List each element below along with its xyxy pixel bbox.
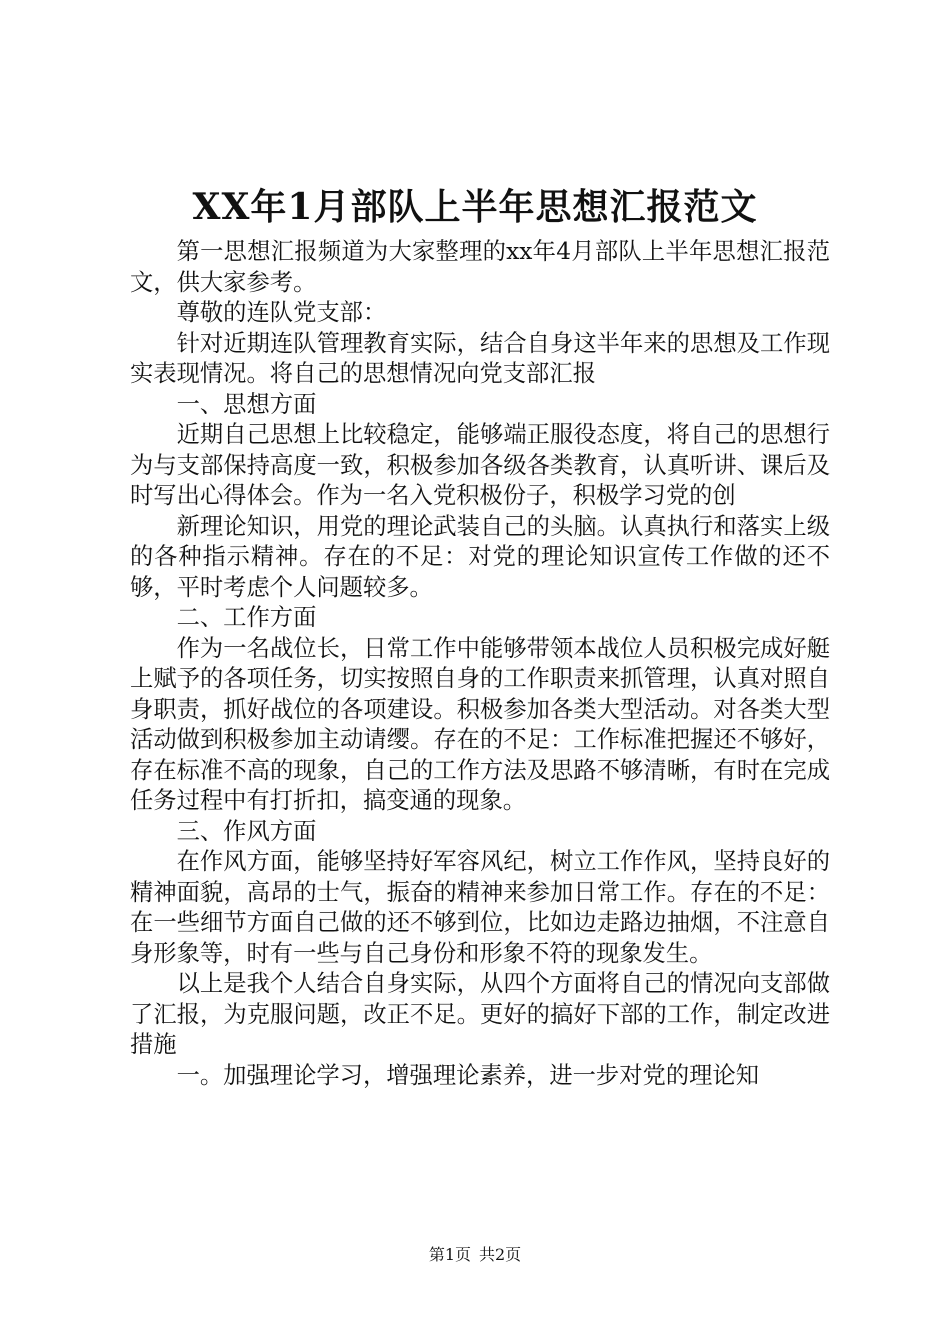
- paragraph: 尊敬的连队党支部：: [176, 299, 387, 326]
- paragraph: 近期自己思想上比较稳定，能够端正服役态度，将自己的思想行为与支部保持高度一致，积极参加各级各类教育，认真听讲、课后及时写出心得体会。作为一名入党积极份子，积极学习党的创: [130, 421, 830, 509]
- section-heading: 二、工作方面: [176, 604, 317, 631]
- paragraph: 一。加强理论学习，增强理论素养，进一步对党的理论知: [176, 1061, 760, 1089]
- page-footer: [0, 1244, 950, 1266]
- paragraph: 第一思想汇报频道为大家整理的xx年4月部队上半年思想汇报范文，供大家参考。: [130, 238, 830, 296]
- document-title: XX年1月部队上半年思想汇报范文: [192, 186, 758, 228]
- paragraph: 针对近期连队管理教育实际，结合自身这半年来的思想及工作现实表现情况。将自己的思想情况向党支部汇报: [130, 329, 830, 387]
- paragraph: 在作风方面，能够坚持好军容风纪，树立工作作风，坚持良好的精神面貌，高昂的士气，振奋的精神来参加日常工作。存在的不足：在一些细节方面自己做的还不够到位，比如边走路边抽烟，不注意自身形象等，时有一些与自己身份和形象不符的现象发生。: [130, 848, 830, 967]
- paragraph: 作为一名战位长，日常工作中能够带领本战位人员积极完成好艇上赋予的各项任务，切实按照自身的工作职责来抓管理，认真对照自身职责，抓好战位的各项建设。积极参加各类大型活动。对各类大型活动做到积极参加主动请缨。存在的不足：工作标准把握还不够好，存在标准不高的现象，自己的工作方法及思路不够清晰，有时在完成任务过程中有打折扣，搞变通的现象。: [130, 634, 830, 814]
- paragraph: 新理论知识，用党的理论武装自己的头脑。认真执行和落实上级的各种指示精神。存在的不足：对党的理论知识宣传工作做的还不够，平时考虑个人问题较多。: [130, 512, 830, 601]
- section-heading: 三、作风方面: [176, 817, 317, 845]
- section-heading: 一、思想方面: [176, 390, 317, 418]
- page-number: 第1页: [428, 1245, 471, 1264]
- document-body: [130, 237, 830, 1091]
- page-total: 共2页: [479, 1245, 522, 1264]
- paragraph: 以上是我个人结合自身实际，从四个方面将自己的情况向支部做了汇报，为克服问题，改正不足。更好的搞好下部的工作，制定改进措施: [130, 970, 830, 1058]
